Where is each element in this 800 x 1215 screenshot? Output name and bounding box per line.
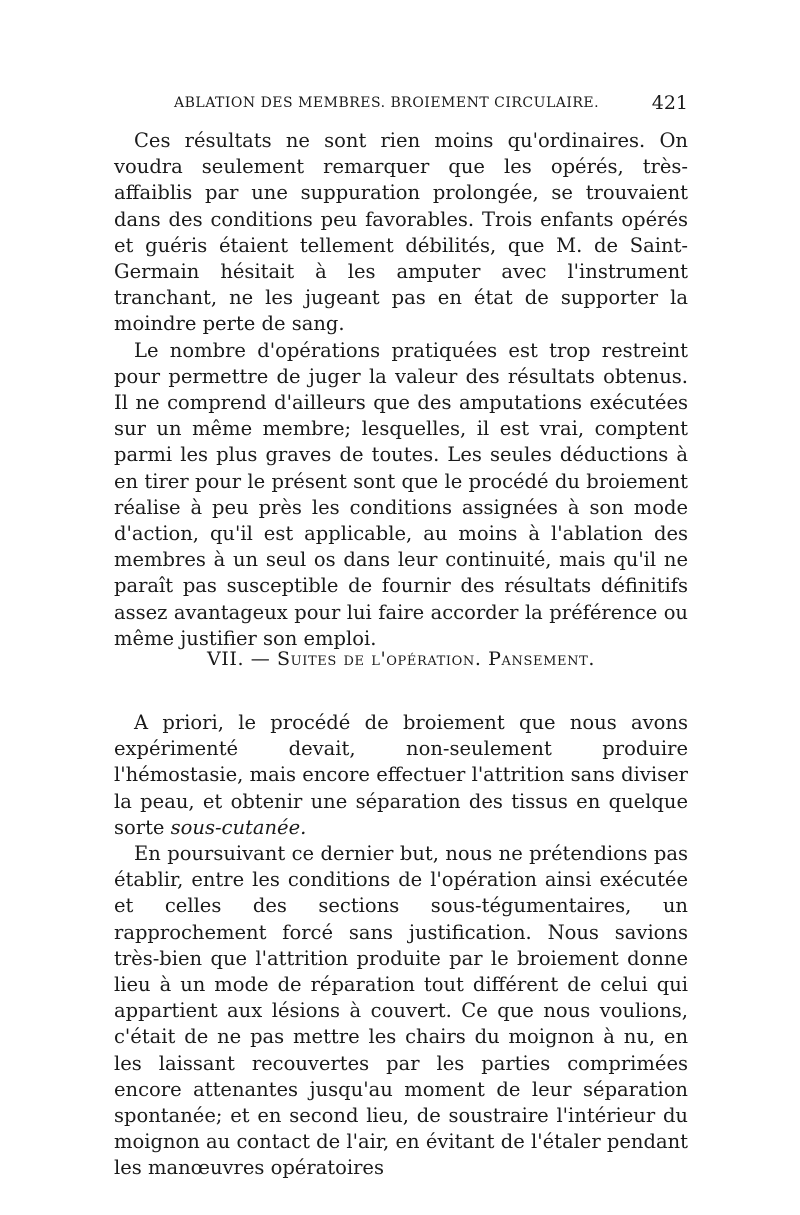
section-heading xyxy=(114,648,688,670)
body-text-top xyxy=(114,128,688,652)
section-title-word1: Suites xyxy=(277,648,337,670)
section-title-word3: Pansement. xyxy=(488,648,595,670)
body-text-bottom xyxy=(114,710,688,1182)
paragraph-poursuivant: En poursuivant ce dernier but, nous ne prétendions pas établir, entre les conditions de l'opération ainsi exécutée et celles des sections sous-tégumentaires, un rapprochement forcé sans justification. Nous savions très-bien que l'attrition produite par le broiement donne lieu à un mode de réparation tout différent de celui qui appartient aux lésions à couvert. Ce que nous voulions, c'était de ne pas mettre les chairs du moignon à nu, en les laissant recouvertes par les parties comprimées encore attenantes jusqu'au moment de leur séparation spontanée; et en second lieu, de soustraire l'intérieur du moignon au contact de l'air, en évitant de l'étaler pendant les manœuvres opératoires xyxy=(114,842,688,1180)
paragraph-results: Ces résultats ne sont rien moins qu'ordinaires. On voudra seulement remarquer que les opérés, très-affaiblis par une suppuration prolongée, se trouvaient dans des conditions peu favorables. Trois enfants opérés et guéris étaient tellement débilités, que M. de Saint-Germain hésitait à les amputer avec l'instrument tranchant, ne les jugeant pas en état de supporter la moindre perte de sang. xyxy=(114,129,688,336)
section-number: VII. — xyxy=(206,648,271,670)
paragraph-operations-count: Le nombre d'opérations pratiquées est trop restreint pour permettre de juger la valeur des résultats obtenus. Il ne comprend d'ailleurs que des amputations exécutées sur un même membre; lesquelles, il est vrai, comptent parmi les plus graves de toutes. Les seules déductions à en tirer pour le présent sont que le procédé du broiement réalise à peu près les conditions assignées à son mode d'action, qu'il est applicable, au moins à l'ablation des membres à un seul os dans leur continuité, mais qu'il ne paraît pas susceptible de fournir des résultats définitifs assez avantageux pour lui faire accorder la préférence ou même justifier son emploi. xyxy=(114,338,688,650)
italic-term: sous-cutanée. xyxy=(170,815,307,839)
paragraph-a-priori xyxy=(114,710,688,841)
a-priori-text: A priori, le procédé de broiement que nous avons expérimenté devait, non-seulement produire l'hémostasie, mais encore effectuer l'attrition sans diviser la peau, et obtenir une séparation des tissus en quelque sorte xyxy=(114,711,688,839)
page-number: 421 xyxy=(651,92,688,114)
running-title: ABLATION DES MEMBRES. BROIEMENT CIRCULAIRE. xyxy=(174,95,600,111)
running-head xyxy=(114,92,688,116)
section-title-word2: de l'opération. xyxy=(343,648,482,670)
